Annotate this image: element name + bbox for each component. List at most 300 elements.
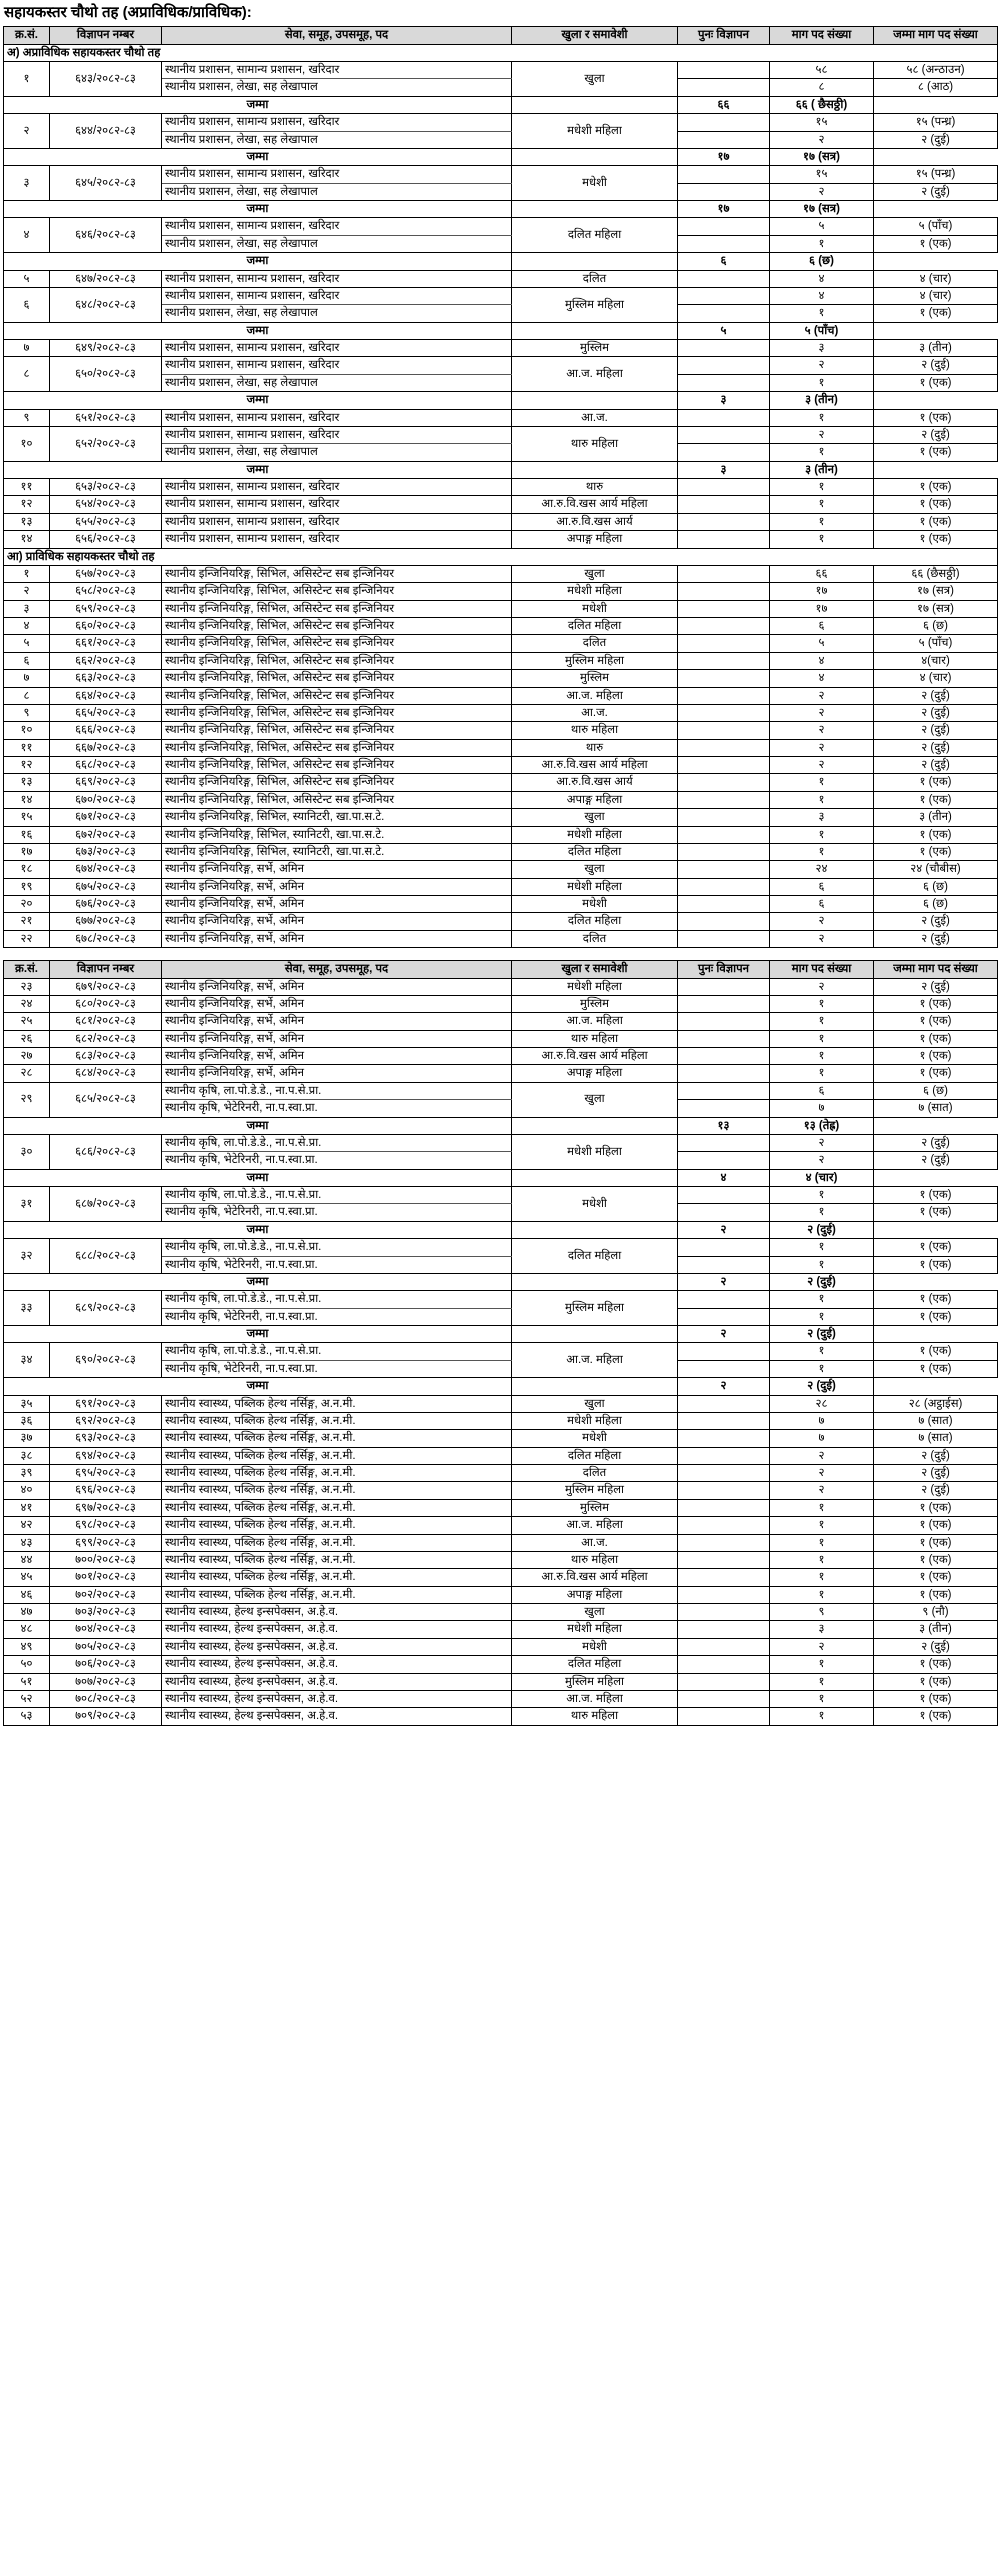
cell-service: स्थानीय स्वास्थ्य, पब्लिक हेल्थ नर्सिङ्ग, अ.न.मी. [162,1447,512,1464]
cell-readvert [678,479,770,496]
cell-readvert [678,1690,770,1707]
cell-inclusion-group: आ.ज. [512,409,678,426]
cell-inclusion-group: मुस्लिम महिला [512,652,678,669]
cell-service: स्थानीय इन्जिनियरिङ्ग, सिभिल, असिस्टेन्ट सब इन्जिनियर [162,635,512,652]
subtotal-total-count: ५ (पाँच) [770,322,874,339]
cell-readvert [678,739,770,756]
cell-advert-number: ६६९/२०८२-८३ [50,774,162,791]
table-body-2 [4,978,998,1725]
cell-readvert [678,426,770,443]
cell-service: स्थानीय कृषि, ला.पो.डे.डे., ना.प.से.प्रा. [162,1291,512,1308]
table-row [4,1412,998,1429]
cell-inclusion-group: आ.रु.वि.खस आर्य महिला [512,1569,678,1586]
cell-serial: २० [4,896,50,913]
cell-serial: ३३ [4,1291,50,1326]
cell-inclusion-group: खुला [512,62,678,97]
table-row [4,739,998,756]
cell-inclusion-group: आ.ज. महिला [512,1517,678,1534]
cell-advert-number: ६६०/२०८२-८३ [50,618,162,635]
cell-readvert [678,1048,770,1065]
cell-total-count: २ (दुई) [874,1638,998,1655]
cell-readvert [678,183,770,200]
cell-total-count: १ (एक) [874,1586,998,1603]
cell-service: स्थानीय स्वास्थ्य, पब्लिक हेल्थ नर्सिङ्ग, अ.न.मी. [162,1482,512,1499]
subtotal-demand-count: ४ [678,1169,770,1186]
subtotal-demand-count: ६६ [678,96,770,113]
cell-serial: १८ [4,861,50,878]
table-row [4,1082,998,1099]
table-row [4,62,998,79]
cell-inclusion-group: अपाङ्ग महिला [512,1065,678,1082]
cell-inclusion-group: आ.ज. [512,1534,678,1551]
cell-inclusion-group: दलित महिला [512,1447,678,1464]
cell-demand-count: १ [770,995,874,1012]
cell-advert-number: ६५३/२०८२-८३ [50,479,162,496]
cell-service: स्थानीय इन्जिनियरिङ्ग, सिभिल, स्यानिटरी, खा.पा.स.टे. [162,826,512,843]
cell-serial: ८ [4,687,50,704]
table-row [4,1430,998,1447]
cell-inclusion-group: मधेशी महिला [512,583,678,600]
cell-demand-count: १ [770,1343,874,1360]
cell-readvert [512,1378,678,1395]
table-row [4,1690,998,1707]
cell-readvert [678,995,770,1012]
table-row [4,1621,998,1638]
cell-readvert [678,583,770,600]
cell-demand-count: ८ [770,79,874,96]
cell-total-count: ८ (आठ) [874,79,998,96]
subtotal-demand-count: ६ [678,253,770,270]
cell-inclusion-group: खुला [512,565,678,582]
cell-total-count: ५ (पाँच) [874,218,998,235]
cell-advert-number: ६४८/२०८२-८३ [50,287,162,322]
subtotal-row [4,1117,998,1134]
cell-readvert [678,114,770,131]
cell-service: स्थानीय प्रशासन, सामान्य प्रशासन, खरिदार [162,513,512,530]
cell-service: स्थानीय प्रशासन, सामान्य प्रशासन, खरिदार [162,479,512,496]
cell-readvert [678,774,770,791]
cell-total-count: १ (एक) [874,513,998,530]
table-row [4,1465,998,1482]
cell-serial: ३० [4,1134,50,1169]
cell-readvert [678,1395,770,1412]
subtotal-total-count: ३ (तीन) [770,461,874,478]
cell-service: स्थानीय प्रशासन, सामान्य प्रशासन, खरिदार [162,426,512,443]
cell-advert-number: ६७१/२०८२-८३ [50,809,162,826]
cell-readvert [512,1169,678,1186]
subtotal-label: जम्मा [4,1117,512,1134]
cell-demand-count: १ [770,1048,874,1065]
cell-demand-count: ७ [770,1100,874,1117]
cell-readvert [678,1065,770,1082]
cell-readvert [678,1517,770,1534]
cell-readvert [512,201,678,218]
cell-service: स्थानीय इन्जिनियरिङ्ग, सिभिल, असिस्टेन्ट सब इन्जिनियर [162,739,512,756]
cell-service: स्थानीय स्वास्थ्य, हेल्थ इन्सपेक्सन, अ.हे.व. [162,1708,512,1725]
cell-demand-count: ७ [770,1412,874,1429]
cell-inclusion-group: दलित महिला [512,618,678,635]
cell-advert-number: ६६५/२०८२-८३ [50,704,162,721]
cell-total-count: २८ (अट्ठाईस) [874,1395,998,1412]
cell-advert-number: ६६४/२०८२-८३ [50,687,162,704]
cell-service: स्थानीय स्वास्थ्य, पब्लिक हेल्थ नर्सिङ्ग, अ.न.मी. [162,1465,512,1482]
cell-inclusion-group: थारु महिला [512,1030,678,1047]
cell-advert-number: ६७३/२०८२-८३ [50,843,162,860]
cell-readvert [678,878,770,895]
subtotal-total-count: २ (दुई) [770,1273,874,1290]
cell-readvert [678,1586,770,1603]
cell-readvert [678,1412,770,1429]
table-row [4,791,998,808]
table-row [4,1291,998,1308]
cell-readvert [678,166,770,183]
subtotal-row [4,96,998,113]
cell-readvert [678,1673,770,1690]
table-row [4,995,998,1012]
cell-inclusion-group: दलित [512,635,678,652]
cell-demand-count: २८ [770,1395,874,1412]
subtotal-label: जम्मा [4,1221,512,1238]
cell-demand-count: २ [770,426,874,443]
table-row [4,114,998,131]
table-row [4,1187,998,1204]
cell-demand-count: १ [770,409,874,426]
cell-advert-number: ६९६/२०८२-८३ [50,1482,162,1499]
cell-total-count: २ (दुई) [874,1447,998,1464]
cell-service: स्थानीय इन्जिनियरिङ्ग, सर्भे, अमिन [162,930,512,947]
cell-serial: २७ [4,1048,50,1065]
cell-demand-count: २ [770,1152,874,1169]
cell-demand-count: २ [770,131,874,148]
cell-service: स्थानीय प्रशासन, सामान्य प्रशासन, खरिदार [162,531,512,548]
cell-service: स्थानीय इन्जिनियरिङ्ग, सिभिल, स्यानिटरी, खा.पा.स.टे. [162,809,512,826]
cell-serial: ५० [4,1656,50,1673]
cell-total-count: ६ (छ) [874,1082,998,1099]
cell-total-count: ६ (छ) [874,618,998,635]
cell-service: स्थानीय इन्जिनियरिङ्ग, सर्भे, अमिन [162,913,512,930]
cell-total-count: १ (एक) [874,774,998,791]
cell-readvert [678,1551,770,1568]
cell-serial: ४४ [4,1551,50,1568]
subtotal-demand-count: ३ [678,461,770,478]
table-row [4,774,998,791]
cell-demand-count: २ [770,1638,874,1655]
subtotal-total-count: २ (दुई) [770,1221,874,1238]
cell-service: स्थानीय इन्जिनियरिङ्ग, सिभिल, असिस्टेन्ट सब इन्जिनियर [162,704,512,721]
cell-readvert [678,704,770,721]
cell-demand-count: २ [770,1134,874,1151]
cell-total-count: ४ (चार) [874,670,998,687]
cell-advert-number: ६९२/२०८२-८३ [50,1412,162,1429]
cell-service: स्थानीय इन्जिनियरिङ्ग, सिभिल, असिस्टेन्ट सब इन्जिनियर [162,757,512,774]
table-row [4,218,998,235]
cell-demand-count: १ [770,1690,874,1707]
cell-total-count: १ (एक) [874,1239,998,1256]
cell-total-count: १ (एक) [874,1673,998,1690]
cell-inclusion-group: मधेशी महिला [512,826,678,843]
subtotal-label: जम्मा [4,1378,512,1395]
cell-total-count: १ (एक) [874,305,998,322]
cell-total-count: ७ (सात) [874,1412,998,1429]
cell-service: स्थानीय कृषि, भेटेरिनरी, ना.प.स्वा.प्रा. [162,1256,512,1273]
cell-readvert [678,287,770,304]
cell-service: स्थानीय कृषि, भेटेरिनरी, ना.प.स्वा.प्रा. [162,1204,512,1221]
cell-advert-number: ६८५/२०८२-८३ [50,1082,162,1117]
cell-inclusion-group: मधेशी [512,1638,678,1655]
section-heading: अ) अप्राविधिक सहायकस्तर चौथो तह [4,44,998,61]
cell-demand-count: १७ [770,600,874,617]
table-row [4,479,998,496]
cell-readvert [678,1656,770,1673]
cell-total-count: ५८ (अन्ठाउन) [874,62,998,79]
subtotal-demand-count: १७ [678,148,770,165]
cell-serial: १९ [4,878,50,895]
cell-service: स्थानीय प्रशासन, लेखा, सह लेखापाल [162,444,512,461]
subtotal-row [4,392,998,409]
cell-demand-count: २ [770,913,874,930]
table-row [4,287,998,304]
cell-demand-count: १ [770,496,874,513]
cell-serial: ३४ [4,1343,50,1378]
cell-advert-number: ६८७/२०८२-८३ [50,1187,162,1222]
cell-inclusion-group: आ.ज. महिला [512,1690,678,1707]
cell-serial: १ [4,62,50,97]
table-row [4,357,998,374]
cell-total-count: १ (एक) [874,1708,998,1725]
cell-service: स्थानीय प्रशासन, लेखा, सह लेखापाल [162,79,512,96]
cell-total-count: १ (एक) [874,1204,998,1221]
cell-serial: ४७ [4,1604,50,1621]
cell-serial: ११ [4,739,50,756]
subtotal-demand-count: २ [678,1326,770,1343]
cell-readvert [678,809,770,826]
col-header-readvert: पुनः विज्ञापन [678,961,770,978]
cell-serial: १५ [4,809,50,826]
subtotal-demand-count: १७ [678,201,770,218]
cell-total-count: २ (दुई) [874,978,998,995]
cell-service: स्थानीय स्वास्थ्य, पब्लिक हेल्थ नर्सिङ्ग, अ.न.मी. [162,1412,512,1429]
cell-advert-number: ६७४/२०८२-८३ [50,861,162,878]
cell-demand-count: ६ [770,878,874,895]
cell-readvert [678,131,770,148]
cell-readvert [678,1482,770,1499]
cell-total-count: १७ (सत्र) [874,583,998,600]
cell-readvert [678,687,770,704]
table-row [4,1604,998,1621]
cell-inclusion-group: मधेशी महिला [512,1412,678,1429]
table-row [4,670,998,687]
cell-demand-count: १ [770,1499,874,1516]
section-heading-row [4,44,998,61]
cell-serial: ३६ [4,1412,50,1429]
cell-service: स्थानीय इन्जिनियरिङ्ग, सिभिल, असिस्टेन्ट सब इन्जिनियर [162,774,512,791]
cell-serial: १० [4,722,50,739]
cell-advert-number: ७०७/२०८२-८३ [50,1673,162,1690]
cell-demand-count: १७ [770,583,874,600]
cell-demand-count: ६ [770,1082,874,1099]
table-row [4,1656,998,1673]
cell-demand-count: १ [770,479,874,496]
cell-readvert [678,861,770,878]
cell-serial: ५२ [4,1690,50,1707]
cell-service: स्थानीय स्वास्थ्य, पब्लिक हेल्थ नर्सिङ्ग, अ.न.मी. [162,1395,512,1412]
cell-readvert [678,79,770,96]
cell-service: स्थानीय प्रशासन, सामान्य प्रशासन, खरिदार [162,218,512,235]
cell-total-count: २ (दुई) [874,131,998,148]
cell-serial: १ [4,565,50,582]
table-row [4,600,998,617]
cell-serial: ४२ [4,1517,50,1534]
table-row [4,1638,998,1655]
subtotal-label: जम्मा [4,1273,512,1290]
table-row [4,809,998,826]
cell-serial: ७ [4,670,50,687]
cell-readvert [678,444,770,461]
subtotal-total-count: १७ (सत्र) [770,201,874,218]
cell-service: स्थानीय इन्जिनियरिङ्ग, सर्भे, अमिन [162,1048,512,1065]
subtotal-demand-count: २ [678,1221,770,1238]
cell-total-count: १ (एक) [874,1013,998,1030]
table-row [4,166,998,183]
cell-service: स्थानीय इन्जिनियरिङ्ग, सर्भे, अमिन [162,978,512,995]
cell-inclusion-group: मधेशी महिला [512,978,678,995]
cell-service: स्थानीय प्रशासन, सामान्य प्रशासन, खरिदार [162,496,512,513]
cell-demand-count: २ [770,978,874,995]
cell-serial: १३ [4,513,50,530]
cell-inclusion-group: थारु महिला [512,426,678,461]
cell-total-count: १ (एक) [874,1065,998,1082]
cell-total-count: १५ (पन्ध्र) [874,166,998,183]
cell-advert-number: ७०३/२०८२-८३ [50,1604,162,1621]
cell-advert-number: ७०९/२०८२-८३ [50,1708,162,1725]
cell-total-count: १ (एक) [874,1187,998,1204]
cell-service: स्थानीय इन्जिनियरिङ्ग, सिभिल, असिस्टेन्ट सब इन्जिनियर [162,618,512,635]
cell-readvert [678,635,770,652]
table-row [4,826,998,843]
cell-advert-number: ७००/२०८२-८३ [50,1551,162,1568]
cell-total-count: २ (दुई) [874,183,998,200]
table-row [4,1065,998,1082]
cell-demand-count: ६६ [770,565,874,582]
cell-inclusion-group: मुस्लिम महिला [512,1673,678,1690]
table-body-1 [4,44,998,948]
cell-demand-count: १ [770,791,874,808]
cell-demand-count: १ [770,843,874,860]
cell-total-count: १ (एक) [874,1048,998,1065]
cell-serial: ४० [4,1482,50,1499]
cell-advert-number: ६६१/२०८२-८३ [50,635,162,652]
cell-readvert [678,1187,770,1204]
cell-total-count: १ (एक) [874,1291,998,1308]
subtotal-demand-count: १३ [678,1117,770,1134]
cell-total-count: ३ (तीन) [874,809,998,826]
cell-inclusion-group: आ.ज. महिला [512,357,678,392]
cell-service: स्थानीय कृषि, ला.पो.डे.डे., ना.प.से.प्रा. [162,1134,512,1151]
cell-readvert [678,531,770,548]
cell-demand-count: २ [770,183,874,200]
col-header-total: जम्मा माग पद संख्या [874,961,998,978]
cell-demand-count: २ [770,357,874,374]
table-gap [0,948,1000,960]
cell-readvert [678,652,770,669]
cell-total-count: १ (एक) [874,1499,998,1516]
cell-inclusion-group: मुस्लिम महिला [512,1291,678,1326]
cell-readvert [678,1708,770,1725]
cell-serial: ४८ [4,1621,50,1638]
cell-service: स्थानीय प्रशासन, सामान्य प्रशासन, खरिदार [162,340,512,357]
col-header-readvert: पुनः विज्ञापन [678,27,770,44]
cell-demand-count: ५ [770,635,874,652]
cell-demand-count: २ [770,757,874,774]
cell-total-count: १७ (सत्र) [874,600,998,617]
cell-demand-count: १ [770,1517,874,1534]
header-row [4,27,998,44]
table-row [4,978,998,995]
table-row [4,1395,998,1412]
cell-readvert [678,62,770,79]
cell-service: स्थानीय स्वास्थ्य, पब्लिक हेल्थ नर्सिङ्ग, अ.न.मी. [162,1569,512,1586]
cell-demand-count: ५ [770,218,874,235]
cell-service: स्थानीय इन्जिनियरिङ्ग, सर्भे, अमिन [162,995,512,1012]
subtotal-label: जम्मा [4,322,512,339]
cell-total-count: २ (दुई) [874,930,998,947]
cell-service: स्थानीय कृषि, भेटेरिनरी, ना.प.स्वा.प्रा. [162,1100,512,1117]
cell-service: स्थानीय स्वास्थ्य, हेल्थ इन्सपेक्सन, अ.हे.व. [162,1621,512,1638]
cell-total-count: १ (एक) [874,1517,998,1534]
cell-serial: १३ [4,774,50,791]
cell-demand-count: १५ [770,114,874,131]
cell-advert-number: ६९४/२०८२-८३ [50,1447,162,1464]
cell-inclusion-group: खुला [512,809,678,826]
cell-serial: ३८ [4,1447,50,1464]
cell-total-count: ३ (तीन) [874,1621,998,1638]
cell-inclusion-group: दलित [512,930,678,947]
subtotal-total-count: ३ (तीन) [770,392,874,409]
cell-inclusion-group: खुला [512,861,678,878]
cell-advert-number: ६९०/२०८२-८३ [50,1343,162,1378]
cell-demand-count: १ [770,374,874,391]
cell-inclusion-group: मधेशी [512,1430,678,1447]
table-row [4,531,998,548]
cell-readvert [678,374,770,391]
cell-serial: ४५ [4,1569,50,1586]
table-row [4,1134,998,1151]
cell-serial: २२ [4,930,50,947]
cell-advert-number: ६५५/२०८२-८३ [50,513,162,530]
cell-inclusion-group: खुला [512,1604,678,1621]
cell-serial: ३ [4,600,50,617]
cell-total-count: १ (एक) [874,1551,998,1568]
cell-service: स्थानीय प्रशासन, लेखा, सह लेखापाल [162,131,512,148]
cell-readvert [678,1569,770,1586]
cell-readvert [678,1239,770,1256]
cell-inclusion-group: दलित महिला [512,1239,678,1274]
cell-readvert [678,1100,770,1117]
cell-total-count: १ (एक) [874,479,998,496]
subtotal-row [4,1221,998,1238]
cell-total-count: २ (दुई) [874,757,998,774]
cell-advert-number: ६७५/२०८२-८३ [50,878,162,895]
subtotal-total-count: १७ (सत्र) [770,148,874,165]
cell-advert-number: ६८२/२०८२-८३ [50,1030,162,1047]
subtotal-total-count: २ (दुई) [770,1378,874,1395]
cell-service: स्थानीय इन्जिनियरिङ्ग, सिभिल, असिस्टेन्ट सब इन्जिनियर [162,791,512,808]
cell-serial: ४१ [4,1499,50,1516]
section-heading-row [4,548,998,565]
cell-advert-number: ६९३/२०८२-८३ [50,1430,162,1447]
cell-inclusion-group: थारु [512,739,678,756]
cell-demand-count: १ [770,1291,874,1308]
